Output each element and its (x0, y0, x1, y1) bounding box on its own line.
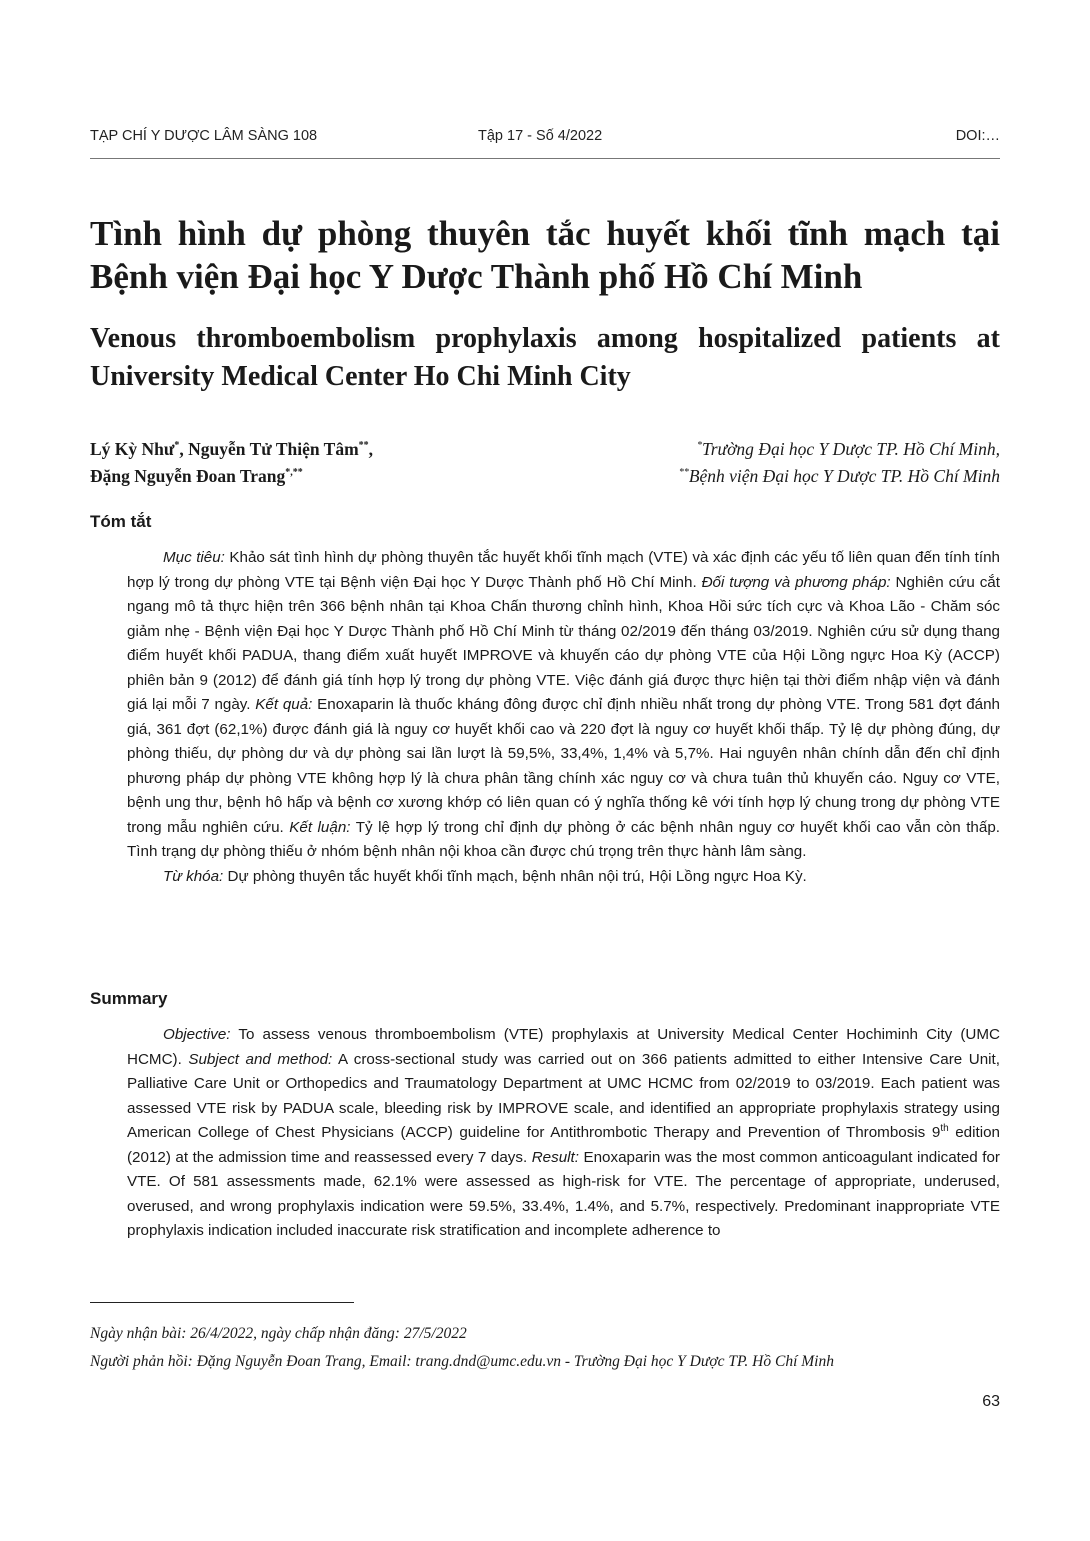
author-marker: *,** (285, 467, 303, 479)
keywords-label: Từ khóa: (163, 867, 224, 885)
running-header (90, 128, 1000, 152)
journal-name: TẠP CHÍ Y DƯỢC LÂM SÀNG 108 (90, 128, 318, 144)
author-marker: * (174, 440, 180, 452)
abstract-paragraph: Objective: To assess venous thromboembolism (VTE) prophylaxis at University Medical Center Hochiminh City (UMC HCMC). Subject and method: A cross-sectional study was carried out on 366 patients admitted to either Intensive Care Unit, Palliative Care Unit or Orthopedics and Traumatology Department at UMC HCMC from 02/2019 to 03/2019. Each patient was assessed VTE risk by PADUA scale, bleeding risk by IMPROVE scale, and identified an appropriate prophylaxis strategy using American College of Chest Physicians (ACCP) guideline for Antithrombotic Therapy and Prevention of Thrombosis 9th edition (2012) at the admission time and reassessed every 7 days. Result: Enoxaparin was the most common anticoagulant indicated for VTE. Of 581 assessments made, 62.1% were assessed as high-risk for VTE. The percentage of appropriate, underused, overused, and wrong prophylaxis indication were 59.5%, 33.4%, 1.4%, and 5.7%, respectively. Predominant inappropriate VTE prophylaxis indication included inaccurate risk stratification and incomplete adherence to (127, 1026, 1000, 1239)
page-number: 63 (982, 1393, 1000, 1410)
author-name: Đặng Nguyễn Đoan Trang (90, 466, 286, 486)
keywords-paragraph: Từ khóa: Dự phòng thuyên tắc huyết khối tĩnh mạch, bệnh nhân nội trú, Hội Lồng ngực Hoa Kỳ. (163, 867, 807, 885)
abstract-english (127, 1023, 1000, 1244)
author-list (90, 436, 510, 490)
issue-info: Tập 17 - Số 4/2022 (478, 128, 603, 144)
conclusion-label: Kết luận: (289, 818, 351, 836)
doi-label: DOI:… (955, 128, 1000, 144)
objective-label: Objective: (163, 1026, 231, 1043)
received-date-note: Ngày nhận bài: 26/4/2022, ngày chấp nhận đăng: 27/5/2022 (90, 1325, 467, 1342)
affiliation-marker: * (696, 440, 702, 452)
title-english: Venous thromboembolism prophylaxis among hospitalized patients at University Medical Center Ho Chi Minh City (90, 323, 1000, 392)
footnotes (90, 1320, 1000, 1376)
objective-label: Mục tiêu: (163, 549, 225, 566)
author-marker: ** (358, 440, 369, 452)
edition-superscript: th (940, 1122, 949, 1134)
header-divider (90, 158, 1000, 159)
abstract-heading-vi: Tóm tắt (90, 512, 152, 531)
abstract-paragraph: Mục tiêu: Khảo sát tình hình dự phòng thuyên tắc huyết khối tĩnh mạch (VTE) và xác định các yếu tố liên quan đến tính tính hợp lý trong dự phòng VTE tại Bệnh viện Đại học Y Dược Thành phố Hồ Chí Minh. Đối tượng và phương pháp: Nghiên cứu cắt ngang mô tả thực hiện trên 366 bệnh nhân tại Khoa Chấn thương chỉnh hình, Khoa Hồi sức tích cực và Khoa Lão - Chăm sóc giảm nhẹ - Bệnh viện Đại học Y Dược Thành phố Hồ Chí Minh từ tháng 02/2019 đến tháng 03/2019. Nghiên cứu sử dụng thang điểm huyết khối PADUA, thang điểm xuất huyết IMPROVE và khuyến cáo dự phòng VTE của Hội Lồng ngực Hoa Kỳ (ACCP) phiên bản 9 (2012) để đánh giá tính hợp lý trong dự phòng VTE. Việc đánh giá được thực hiện tại thời điểm nhập viện và đánh giá lại mỗi 7 ngày. Kết quả: Enoxaparin là thuốc kháng đông được chỉ định nhiều nhất trong dự phòng VTE. Trong 581 đợt đánh giá, 361 đợt (62,1%) được đánh giá là nguy cơ huyết khối cao và 220 đợt là nguy cơ huyết khối thấp. Tỷ lệ dự phòng đúng, dự phòng thiếu, dự phòng dư và dự phòng sai lần lượt là 59,5%, 33,4%, 1,4% và 5,7%. Hai nguyên nhân chính dẫn đến chỉ định phương pháp dự phòng VTE không hợp lý là chưa phân tầng chính xác nguy cơ và chưa tuân thủ khuyến cáo. Nguy cơ VTE, bệnh ung thư, bệnh hô hấp và bệnh cơ xương khớp có liên quan có ý nghĩa thống kê với tính hợp lý chung trong dự phòng VTE trong mẫu nghiên cứu. Kết luận: Tỷ lệ hợp lý trong chỉ định dự phòng ở các bệnh nhân nguy cơ huyết khối cao vẫn còn thấp. Tình trạng dự phòng thiếu ở nhóm bệnh nhân nội khoa cần được chú trọng trên thực hành lâm sàng. (127, 549, 1000, 860)
author-name: , Nguyễn Tử Thiện Tâm (179, 439, 359, 459)
result-label: Result: (531, 1148, 579, 1166)
footnote-divider (90, 1302, 354, 1303)
correspondence-note: Người phản hồi: Đặng Nguyễn Đoan Trang, Email: trang.dnd@umc.edu.vn - Trường Đại học Y Dược TP. Hồ Chí Minh (90, 1353, 834, 1370)
result-label: Kết quả: (255, 696, 313, 713)
title-vietnamese: Tình hình dự phòng thuyên tắc huyết khối tĩnh mạch tại Bệnh viện Đại học Y Dược Thành phố Hồ Chí Minh (90, 214, 1000, 296)
affiliation-item: *Trường Đại học Y Dược TP. Hồ Chí Minh, (696, 439, 1000, 459)
affiliation-item: **Bệnh viện Đại học Y Dược TP. Hồ Chí Minh (678, 466, 1000, 486)
affiliation-marker: ** (678, 467, 689, 479)
author-name: Lý Kỳ Như (90, 439, 175, 459)
method-label: Subject and method: (188, 1050, 333, 1068)
abstract-heading-en: Summary (90, 989, 168, 1008)
method-label: Đối tượng và phương pháp: (701, 573, 891, 591)
author-separator: , (368, 439, 374, 459)
abstract-vietnamese (127, 546, 1000, 889)
affiliation-list (540, 436, 1000, 490)
